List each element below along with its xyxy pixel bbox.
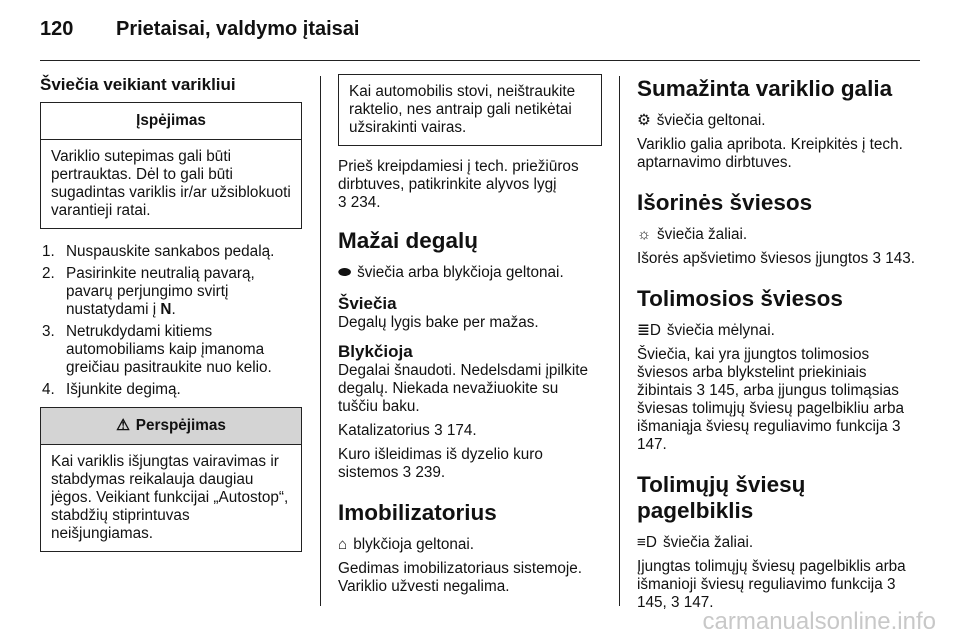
watermark: carmanualsonline.info	[702, 608, 936, 635]
header-rule	[40, 60, 920, 61]
exterior-status: ☼ šviečia žaliai.	[637, 226, 748, 243]
warning-box	[40, 407, 302, 552]
page-number: 120	[40, 18, 74, 40]
column-1	[40, 76, 302, 552]
page-header	[40, 18, 359, 41]
warning-title-bar: ⚠ Perspėjimas	[41, 408, 301, 445]
immobilizer-heading: Imobilizatorius	[338, 500, 497, 525]
fuel-lamp-icon: ⬬	[338, 264, 352, 281]
oil-paragraph: Prieš kreipdamiesi į tech. priežiūros dirbtuves, patikrinkite alyvos lygį 3 234.	[338, 158, 579, 211]
fuel-sub-heading-1: Šviečia	[338, 294, 397, 313]
power-heading: Sumažinta variklio galia	[637, 76, 893, 101]
high-beam-heading: Tolimosios šviesos	[637, 286, 843, 311]
fuel-sub-heading-2: Blykčioja	[338, 342, 413, 361]
section-heading: Šviečia veikiant varikliui	[40, 75, 236, 94]
high-beam-assist-status: ≡D šviečia žaliai.	[637, 534, 754, 551]
fuel-sub-text-1: Degalų lygis bake per mažas.	[338, 314, 539, 331]
reduced-power-icon: ⚙	[637, 112, 651, 129]
list-item: 1. Nuspauskite sankabos pedalą.	[42, 243, 275, 260]
warning-body: Kai variklis išjungtas vairavimas ir stabdymas reikalauja daugiau jėgos. Veikiant funkcijai „Autostop“, stabdžių stiprintuvas neišjungiamas.	[51, 453, 289, 542]
fuel-heading: Mažai degalų	[338, 228, 479, 253]
list-item: 3. Netrukdydami kitiems automobiliams kaip įmanoma greičiau pasitraukite nuo kelio.	[42, 323, 272, 376]
list-item: 2. Pasirinkite neutralią pavarą, pavarų perjungimo svirtį nustatydami į N.	[42, 265, 255, 318]
exterior-light-icon: ☼	[637, 226, 652, 243]
exterior-heading: Išorinės šviesos	[637, 190, 813, 215]
list-item: 4. Išjunkite degimą.	[42, 381, 181, 398]
column-3	[637, 76, 920, 618]
column-2	[338, 76, 602, 602]
fuel-status: ⬬ šviečia arba blykčioja geltonai.	[338, 264, 564, 281]
fuel-sub-text-2: Degalai šnaudoti. Nedelsdami įpilkite degalų. Niekada nevažiuokite su tuščiu baku.	[338, 362, 588, 415]
chapter-title: Prietaisai, valdymo įtaisai	[116, 18, 360, 40]
high-beam-desc: Šviečia, kai yra įjungtos tolimosios šviesos arba blykstelint priekiniais žibintais 3 145, arba įjungus tolimąsias šviesas tolimųjų šviesų pagelbikliu arba išmaniąja šviesų reguliavimo funkcija 3 147.	[637, 346, 904, 453]
notice-title: Įspėjimas	[41, 103, 301, 140]
caution-box	[338, 74, 602, 146]
immobilizer-icon: ⌂	[338, 536, 348, 553]
notice-box	[40, 102, 302, 229]
high-beam-assist-heading: Tolimųjų šviesų pagelbiklis	[637, 472, 806, 523]
high-beam-assist-desc: Įjungtas tolimųjų šviesų pagelbiklis arba išmanioji šviesų reguliavimo funkcija 3 145, 3 147.	[637, 558, 906, 611]
high-beam-assist-icon: ≡D	[637, 534, 657, 551]
immobilizer-desc: Gedimas imobilizatoriaus sistemoje. Variklio užvesti negalima.	[338, 560, 582, 595]
high-beam-status: ≣D šviečia mėlynai.	[637, 322, 775, 339]
power-desc: Variklio galia apribota. Kreipkitės į tech. aptarnavimo dirbtuves.	[637, 136, 903, 171]
column-divider-1	[320, 76, 321, 606]
fuel-ref-2: Kuro išleidimas iš dyzelio kuro sistemos 3 239.	[338, 446, 543, 481]
immobilizer-status: ⌂ blykčioja geltonai.	[338, 536, 474, 553]
high-beam-icon: ≣D	[637, 322, 661, 339]
column-divider-2	[619, 76, 620, 606]
steps-list	[40, 243, 302, 399]
notice-body: Variklio sutepimas gali būti pertrauktas. Dėl to gali būti sugadintas variklis ir/ar užsiblokuoti varantieji ratai.	[51, 148, 291, 219]
fuel-ref-1: Katalizatorius 3 174.	[338, 422, 477, 439]
caution-text: Kai automobilis stovi, neištraukite raktelio, nes antraip gali netikėtai užsirakinti vairas.	[349, 83, 576, 136]
exterior-desc: Išorės apšvietimo šviesos įjungtos 3 143.	[637, 250, 916, 267]
warning-triangle-icon: ⚠	[116, 417, 130, 434]
power-status: ⚙ šviečia geltonai.	[637, 112, 766, 129]
